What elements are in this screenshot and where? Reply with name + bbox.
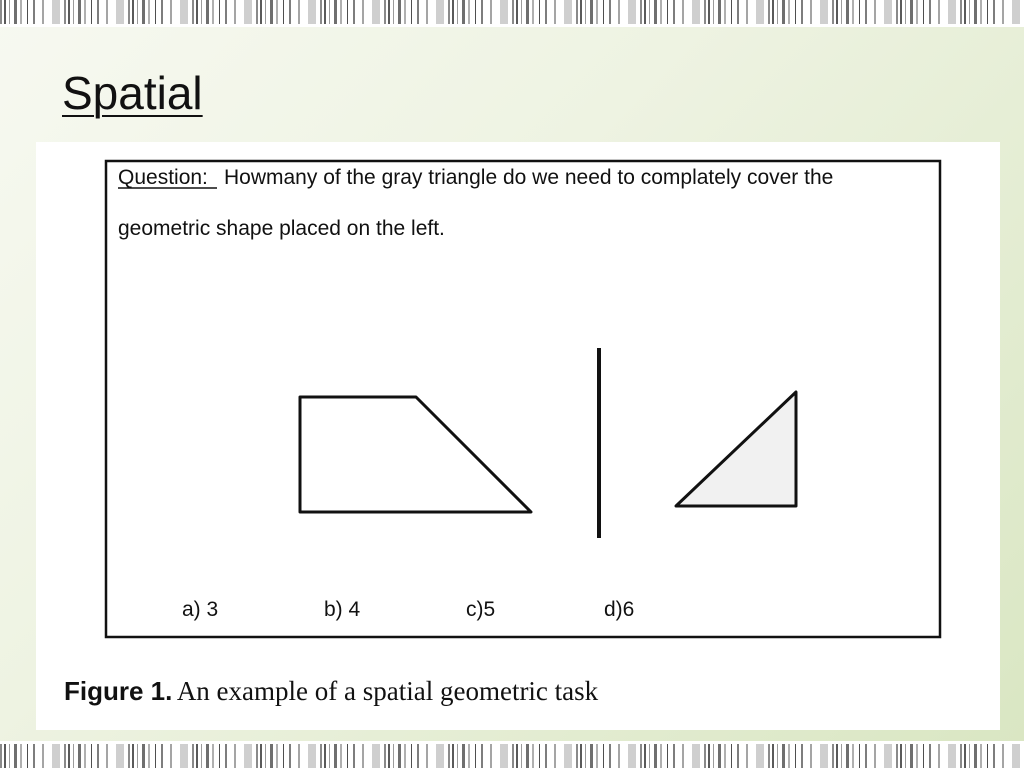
gray-triangle-piece [676,392,796,506]
task-figure [36,142,1000,730]
option-d[interactable]: d)6 [604,598,635,621]
bottom-decorative-band [0,741,1024,768]
option-b[interactable]: b) 4 [324,598,361,621]
top-decorative-band [0,0,1024,27]
figure-caption [64,676,598,707]
question-label: Question: [118,166,208,189]
figure-panel [36,142,1000,730]
option-c[interactable]: c)5 [466,598,496,621]
caption-label: Figure 1. [64,676,173,706]
slide-title: Spatial [62,67,203,119]
target-trapezoid-shape [300,397,531,512]
option-a[interactable]: a) 3 [182,598,219,621]
question-line-2: geometric shape placed on the left. [118,217,445,240]
question-line-1: Howmany of the gray triangle do we need to complately cover the [224,166,834,189]
caption-text: An example of a spatial geometric task [176,676,599,706]
